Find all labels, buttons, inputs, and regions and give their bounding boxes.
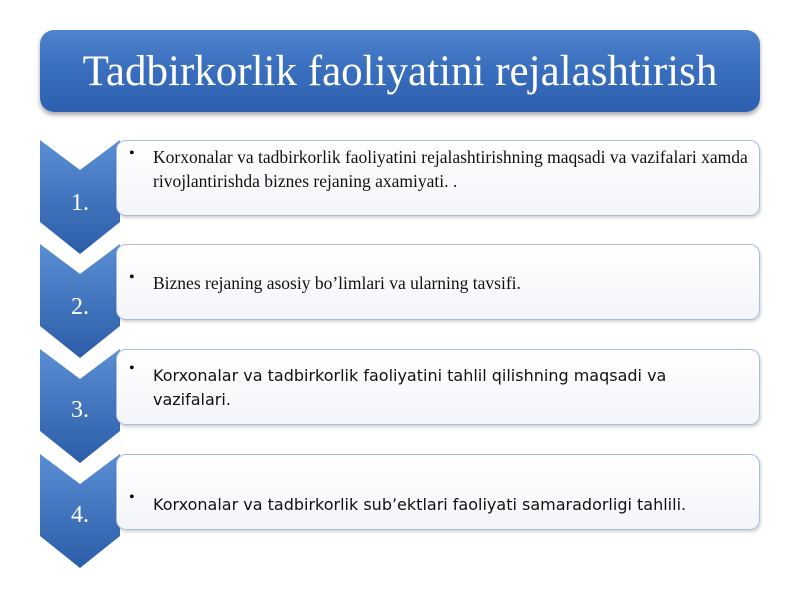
step-row-3 — [0, 347, 800, 467]
step-row-1 — [0, 138, 800, 258]
step-number-4: 4. — [71, 502, 89, 528]
bullet-icon: • — [129, 489, 135, 506]
step-text-4: Korxonalar va tadbirkorlik sub’ektlari faoliyati samaradorligi tahlili. — [153, 495, 687, 514]
step-number-3: 3. — [71, 397, 89, 423]
bullet-icon: • — [129, 360, 135, 377]
title-banner — [40, 30, 760, 112]
step-row-2 — [0, 242, 800, 362]
step-number-2: 2. — [71, 294, 89, 320]
step-card-2 — [116, 244, 760, 320]
bullet-icon: • — [129, 145, 135, 162]
page-title: Tadbirkorlik faoliyatini rejalashtirish — [82, 47, 718, 95]
step-text-3: Korxonalar va tadbirkorlik faoliyatini tahlil qilishning maqsadi va vazifalari. — [153, 366, 667, 409]
step-number-1: 1. — [71, 190, 89, 216]
step-text-2: Biznes rejaning asosiy bo’limlari va ularning tavsifi. — [153, 273, 521, 293]
step-row-4 — [0, 452, 800, 572]
step-card-1 — [116, 140, 760, 216]
step-card-4 — [116, 454, 760, 530]
step-card-3 — [116, 349, 760, 425]
bullet-icon: • — [129, 269, 135, 286]
step-text-1: Korxonalar va tadbirkorlik faoliyatini rejalashtirishning maqsadi va vazifalari xamda rivojlantirishda biznes rejaning axamiyati. . — [153, 147, 748, 191]
